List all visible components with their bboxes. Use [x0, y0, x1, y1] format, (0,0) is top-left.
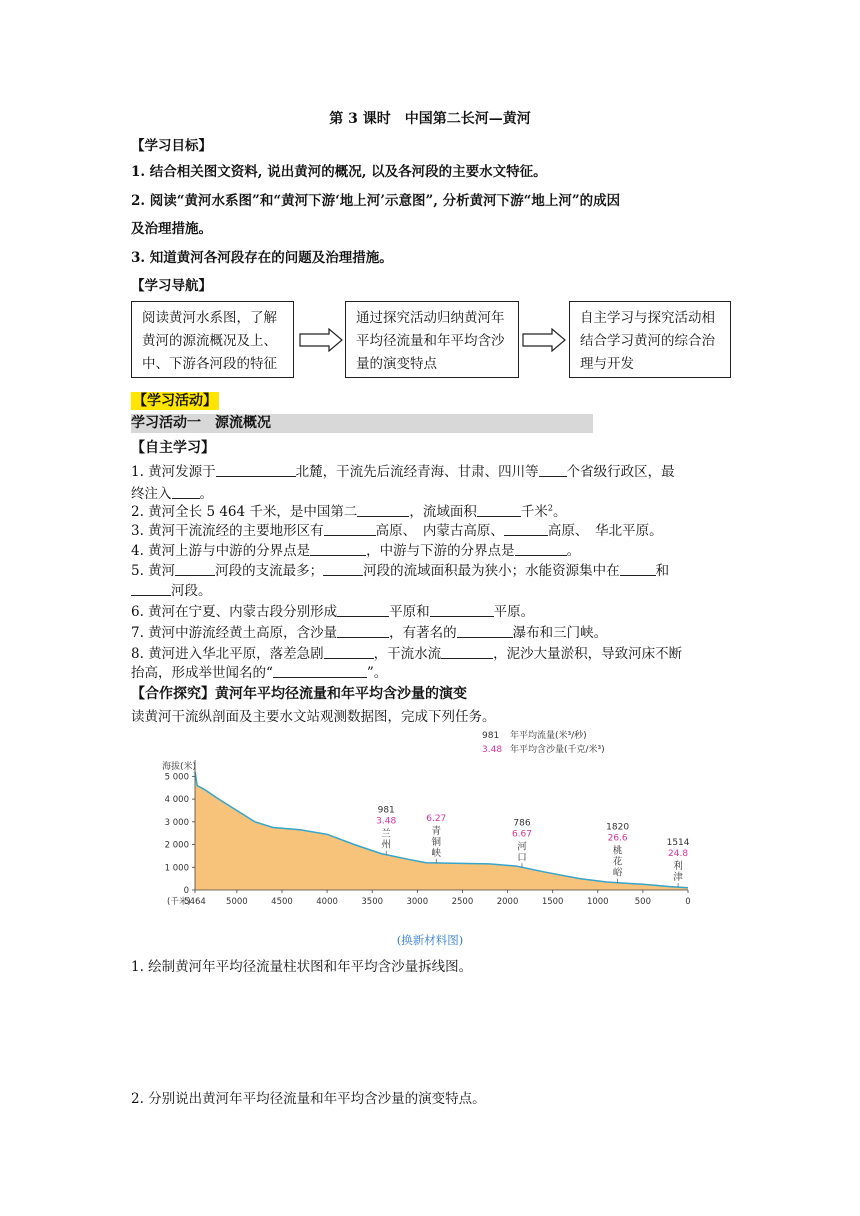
- activities-heading-text: 【学习活动】: [133, 393, 217, 409]
- x-tick-label: 2500: [451, 897, 474, 907]
- blank[interactable]: [620, 562, 656, 576]
- legend-flow-label: 年平均流量(米³/秒): [510, 731, 587, 741]
- question-8: [131, 642, 682, 662]
- q1-text-e: 。: [199, 486, 213, 502]
- legend-sand-label: 年平均含沙量(千克/米³): [510, 745, 605, 755]
- q8-text-c: ，泥沙大量淤积，导致河床不断: [493, 646, 683, 662]
- blank[interactable]: [310, 542, 366, 556]
- river-profile-chart: [150, 725, 710, 915]
- x-unit-label: (千米): [167, 897, 191, 907]
- station-name-char: 青: [431, 825, 442, 837]
- y-axis-label: 海拔(米): [162, 762, 197, 772]
- blank[interactable]: [457, 624, 513, 638]
- q8-text-a: 8. 黄河进入华北平原，落差急剧: [131, 646, 324, 662]
- cooperation-label: 【合作探究】: [131, 686, 215, 702]
- blank[interactable]: [539, 463, 567, 477]
- blank[interactable]: [324, 522, 376, 536]
- q8-text-e: ”。: [366, 665, 388, 681]
- q4-text-a: 4. 黄河上游与中游的分界点是: [131, 543, 311, 559]
- station-sand-value: 24.8: [668, 849, 689, 860]
- question-1: [131, 460, 675, 480]
- blank[interactable]: [216, 463, 296, 477]
- question-1-cont: [131, 482, 213, 502]
- q1-text-b: 北麓，干流先后流经青海、甘肃、四川等: [295, 464, 539, 480]
- blank[interactable]: [273, 664, 367, 678]
- q8-text-b: ，干流水流: [373, 646, 442, 662]
- x-tick-label: 500: [634, 897, 652, 907]
- nav-box-2: 通过探究活动归纳黄河年平均径流量和年平均含沙量的演变特点: [345, 301, 519, 378]
- station-name-char: 兰: [381, 828, 391, 840]
- y-tick-label: 1 000: [164, 863, 189, 874]
- q5-text-a: 5. 黄河: [131, 563, 176, 579]
- question-5: [131, 559, 669, 579]
- q7-text-a: 7. 黄河中游流经黄土高原，含沙量: [131, 625, 338, 641]
- q3-text-b: 高原、 内蒙古高原、: [375, 523, 504, 539]
- q5-text-b: 河段的支流最多；: [215, 563, 324, 579]
- navigation-heading: 【学习导航】: [131, 278, 212, 294]
- objectives-heading: 【学习目标】: [131, 138, 212, 154]
- station-sand-value: 3.48: [376, 816, 397, 827]
- objective-2: 2. 阅读“黄河水系图”和“黄河下游‘地上河’示意图”, 分析黄河下游“地上河”的成因: [131, 193, 621, 209]
- self-study-heading: 【自主学习】: [131, 440, 215, 456]
- q1-text-a: 1. 黄河发源于: [131, 464, 216, 480]
- q2-sup: 2: [547, 503, 553, 513]
- station-sand-value: 6.27: [426, 813, 447, 824]
- question-4: [131, 539, 580, 559]
- y-tick-label: 5 000: [164, 772, 189, 783]
- x-tick-label: 1500: [541, 897, 564, 907]
- x-tick-label: 3500: [361, 897, 384, 907]
- y-tick-label: 3 000: [164, 817, 189, 828]
- station-name-char: 口: [517, 852, 527, 864]
- blank[interactable]: [357, 503, 409, 517]
- objective-1: 1. 结合相关图文资料, 说出黄河的概况, 以及各河段的主要水文特征。: [131, 164, 547, 180]
- q3-text-c: 高原、 华北平原。: [547, 523, 663, 539]
- q6-text-a: 6. 黄河在宁夏、内蒙古段分别形成: [131, 604, 338, 620]
- station-name-char: 铜: [431, 836, 442, 848]
- x-tick-label: 3000: [406, 897, 429, 907]
- blank[interactable]: [477, 503, 521, 517]
- x-tick-label: 4000: [316, 897, 338, 907]
- q4-text-b: ，中游与下游的分界点是: [366, 543, 515, 559]
- q2-text-b: ，流域面积: [409, 504, 477, 520]
- question-3: [131, 519, 663, 539]
- blank[interactable]: [337, 603, 389, 617]
- station-flow-value: 1820: [606, 822, 630, 833]
- q4-text-c: 。: [566, 543, 581, 559]
- question-6: [131, 600, 534, 620]
- x-tick-label: 5000: [226, 897, 248, 907]
- q6-text-b: 平原和: [389, 604, 430, 620]
- station-flow-value: 1514: [666, 838, 690, 849]
- q7-text-b: ，有著名的: [389, 625, 457, 641]
- blank[interactable]: [175, 562, 215, 576]
- station-name-char: 津: [673, 872, 683, 884]
- q3-text-a: 3. 黄河干流流经的主要地形区有: [131, 523, 324, 539]
- nav-box-1: 阅读黄河水系图，了解黄河的源流概况及上、中、下游各河段的特征: [131, 301, 294, 378]
- station-flow-value: 786: [513, 818, 531, 829]
- station-name-char: 峡: [431, 847, 442, 859]
- cooperation-instruction: 读黄河干流纵剖面及主要水文站观测数据图，完成下列任务。: [131, 709, 496, 725]
- q5-text-e: 河段。: [171, 583, 212, 599]
- arrow-right-icon: [299, 328, 343, 352]
- activity-1-band: 学习活动一 源流概况: [131, 414, 593, 433]
- blank[interactable]: [430, 603, 494, 617]
- blank[interactable]: [323, 562, 363, 576]
- x-tick-label: 2000: [496, 897, 519, 907]
- station-name-char: 桃: [612, 845, 623, 857]
- question-7: [131, 621, 607, 641]
- q1-text-c: 个省级行政区，最: [566, 464, 675, 480]
- arrow-right-icon: [522, 328, 566, 352]
- activities-heading: [131, 390, 219, 410]
- question-5-cont: [131, 579, 212, 599]
- blank[interactable]: [337, 624, 389, 638]
- x-tick-label: 5464: [184, 897, 206, 907]
- y-tick-label: 4 000: [164, 795, 189, 806]
- question-2: [131, 500, 567, 520]
- legend-sand-value: 3.48: [482, 745, 503, 755]
- task-2: 2. 分别说出黄河年平均径流量和年平均含沙量的演变特点。: [131, 1091, 486, 1107]
- station-name-char: 利: [673, 861, 683, 873]
- blank[interactable]: [504, 522, 548, 536]
- q5-text-c: 河段的流域面积最为狭小；水能资源集中在: [363, 563, 620, 579]
- page-title: 第 3 课时 中国第二长河—黄河: [329, 111, 531, 127]
- blank[interactable]: [441, 645, 493, 659]
- question-8-cont: [131, 661, 387, 681]
- station-name-char: 州: [381, 839, 391, 851]
- station-name-char: 花: [612, 856, 623, 868]
- blank[interactable]: [324, 645, 374, 659]
- objective-3: 3. 知道黄河各河段存在的问题及治理措施。: [131, 250, 393, 266]
- q2-text-d: 。: [553, 504, 567, 520]
- x-tick-label: 4500: [271, 897, 293, 907]
- task-1: 1. 绘制黄河年平均径流量柱状图和年平均含沙量拆线图。: [131, 959, 473, 975]
- q6-text-c: 平原。: [493, 604, 535, 620]
- q2-text-c: 千米: [520, 504, 548, 520]
- station-sand-value: 6.67: [511, 829, 533, 840]
- station-name-char: 峪: [612, 867, 623, 879]
- q2-text-a: 2. 黄河全长 5 464 千米，是中国第二: [131, 504, 358, 520]
- blank[interactable]: [172, 485, 200, 499]
- blank[interactable]: [515, 542, 567, 556]
- q7-text-c: 瀑布和三门峡。: [512, 625, 608, 641]
- cooperation-topic: 黄河年平均径流量和年平均含沙量的演变: [215, 686, 467, 702]
- q8-text-d: 抬高，形成举世闻名的“: [131, 665, 273, 681]
- nav-box-3: 自主学习与探究活动相结合学习黄河的综合治理与开发: [569, 301, 731, 378]
- y-tick-label: 2 000: [164, 840, 189, 851]
- objective-2-cont: 及治理措施。: [131, 221, 212, 237]
- legend-flow-value: 981: [482, 731, 500, 741]
- cooperation-heading: [131, 683, 467, 703]
- figure-caption: (换新材料图): [396, 933, 464, 947]
- q5-text-d: 和: [655, 563, 670, 579]
- x-tick-label: 1000: [586, 897, 609, 907]
- y-tick-label: 0: [183, 886, 189, 896]
- station-name-char: 河: [517, 841, 527, 853]
- blank[interactable]: [131, 582, 171, 596]
- x-tick-label: 0: [685, 897, 691, 907]
- q1-text-d: 终注入: [131, 486, 172, 502]
- station-sand-value: 26.6: [607, 833, 628, 844]
- station-flow-value: 981: [377, 805, 395, 816]
